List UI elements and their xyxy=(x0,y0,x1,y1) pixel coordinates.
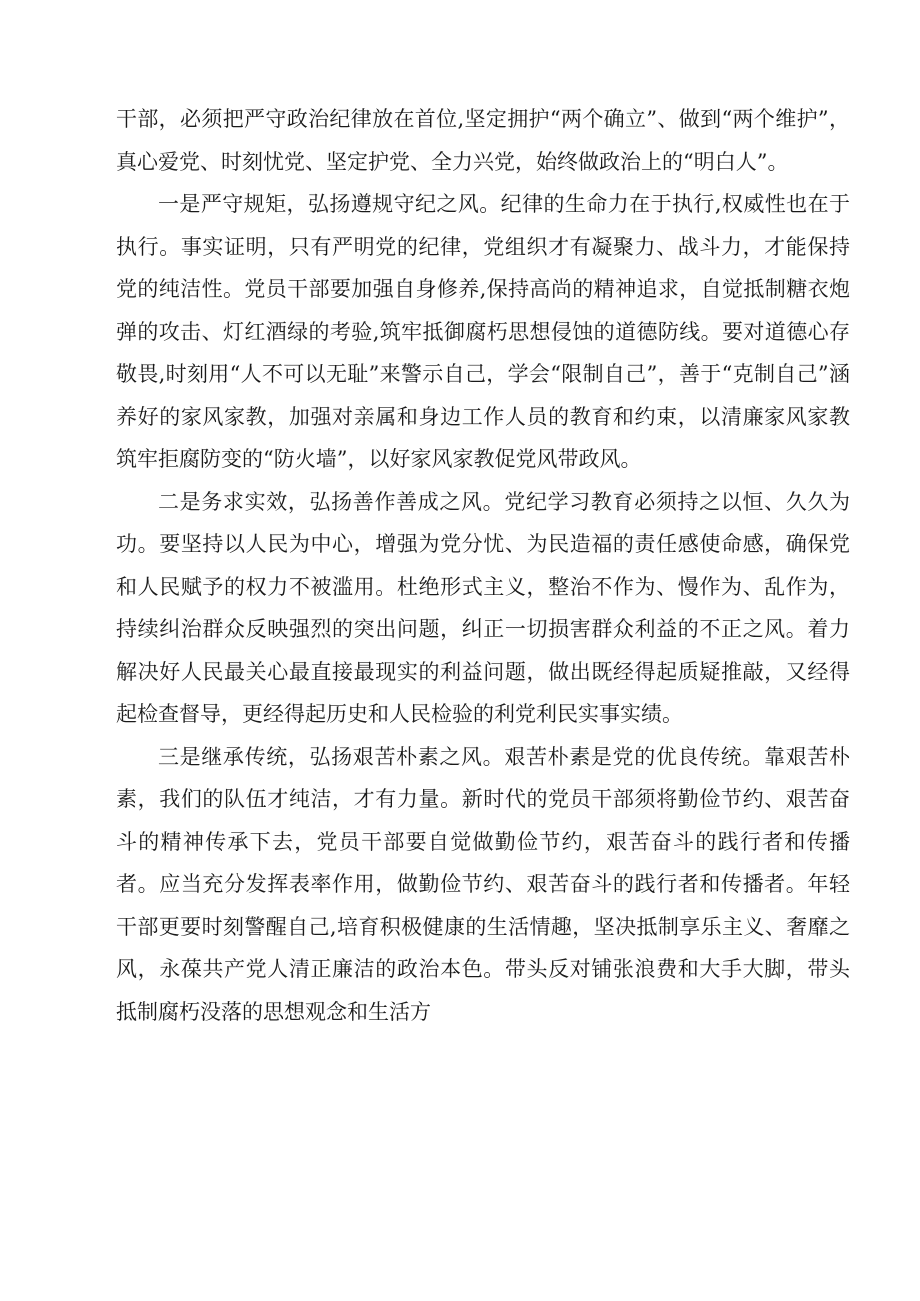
paragraph-point-1: 一是严守规矩，弘扬遵规守纪之风。纪律的生命力在于执行,权威性也在于执行。事实证明，只有严明党的纪律，党组织才有凝聚力、战斗力，才能保持党的纯洁性。党员干部要加强自身修养,保持高尚的精神追求，自觉抵制糖衣炮弹的攻击、灯红酒绿的考验,筑牢抵御腐朽思想侵蚀的道德防线。要对道德心存敬畏,时刻用“人不可以无耻”来警示自己，学会“限制自己”，善于“克制自己”涵养好的家风家教，加强对亲属和身边工作人员的教育和约束，以清廉家风家教筑牢拒腐防变的“防火墙”，以好家风家教促党风带政风。 xyxy=(116,192,850,471)
paragraph-point-2: 二是务求实效，弘扬善作善成之风。党纪学习教育必须持之以恒、久久为功。要坚持以人民为中心，增强为党分忧、为民造福的责任感使命感，确保党和人民赋予的权力不被滥用。杜绝形式主义，整治不作为、慢作为、乱作为，持续纠治群众反映强烈的突出问题，纠正一切损害群众利益的不正之风。着力解决好人民最关心最直接最现实的利益问题，做出既经得起质疑推敲，又经得起检查督导，更经得起历史和人民检验的利党利民实事实绩。 xyxy=(116,489,850,726)
paragraph-intro: 干部，必须把严守政治纪律放在首位,坚定拥护“两个确立”、做到“两个维护”，真心爱党、时刻忧党、坚定护党、全力兴党，始终做政治上的“明白人”。 xyxy=(116,107,850,174)
paragraph-point-3: 三是继承传统，弘扬艰苦朴素之风。艰苦朴素是党的优良传统。靠艰苦朴素，我们的队伍才纯洁，才有力量。新时代的党员干部须将勤俭节约、艰苦奋斗的精神传承下去，党员干部要自觉做勤俭节约，艰苦奋斗的践行者和传播者。应当充分发挥表率作用，做勤俭节约、艰苦奋斗的践行者和传播者。年轻干部更要时刻警醒自己,培育积极健康的生活情趣，坚决抵制享乐主义、奢靡之风，永葆共产党人清正廉洁的政治本色。带头反对铺张浪费和大手大脚，带头抵制腐朽没落的思想观念和生活方 xyxy=(116,744,850,1024)
document-body xyxy=(116,98,850,1033)
